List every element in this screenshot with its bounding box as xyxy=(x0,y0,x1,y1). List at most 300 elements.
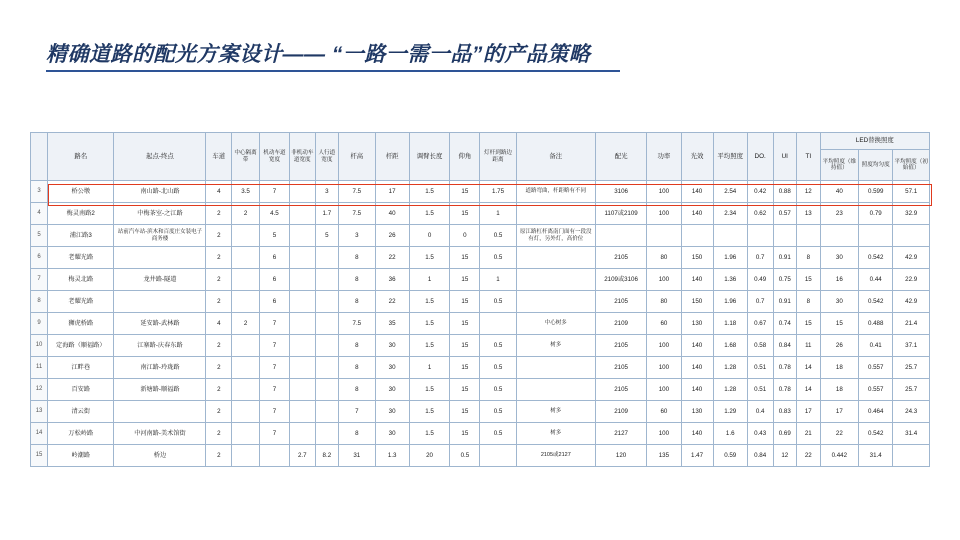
cell-ui: 0.78 xyxy=(773,379,797,401)
cell-start-end: 南山路-北山路 xyxy=(114,181,206,203)
cell-motor-width: 7 xyxy=(259,423,289,445)
cell-median xyxy=(232,335,260,357)
header-lanes: 车道 xyxy=(206,133,232,181)
cell-pole-to-edge: 0.5 xyxy=(480,291,516,313)
cell-led-uniformity: 0.557 xyxy=(859,379,893,401)
cell-pole-to-edge: 0.5 xyxy=(480,379,516,401)
row-number: 3 xyxy=(31,181,48,203)
cell-arm-length: 1.5 xyxy=(409,401,450,423)
header-led-uniformity: 照度均匀度 xyxy=(859,150,893,181)
cell-remarks xyxy=(516,291,595,313)
cell-start-end: 中梅茶室-之江路 xyxy=(114,203,206,225)
cell-ui: 0.69 xyxy=(773,423,797,445)
cell-led-initial: 25.7 xyxy=(893,357,930,379)
cell-ti: 15 xyxy=(797,313,821,335)
cell-ti: 17 xyxy=(797,401,821,423)
cell-power: 80 xyxy=(647,291,681,313)
cell-pole-height: 8 xyxy=(339,269,375,291)
cell-led-initial: 31.4 xyxy=(893,423,930,445)
cell-sidewalk-width xyxy=(315,401,339,423)
cell-led-uniformity: 0.44 xyxy=(859,269,893,291)
cell-motor-width: 7 xyxy=(259,313,289,335)
cell-arm-length: 1 xyxy=(409,269,450,291)
header-efficacy: 光效 xyxy=(681,133,713,181)
cell-do: 0.7 xyxy=(747,291,773,313)
cell-led-initial: 22.9 xyxy=(893,269,930,291)
cell-ti: 14 xyxy=(797,379,821,401)
cell-tilt: 0.5 xyxy=(450,445,480,467)
cell-led-initial: 25.7 xyxy=(893,379,930,401)
cell-nonmotor-width xyxy=(289,225,315,247)
cell-motor-width: 4.5 xyxy=(259,203,289,225)
cell-median: 3.5 xyxy=(232,181,260,203)
cell-nonmotor-width xyxy=(289,247,315,269)
row-number: 5 xyxy=(31,225,48,247)
road-lighting-table xyxy=(30,132,930,467)
row-number: 12 xyxy=(31,379,48,401)
cell-sidewalk-width xyxy=(315,379,339,401)
cell-pole-height: 7 xyxy=(339,401,375,423)
cell-avg-illuminance: 1.28 xyxy=(713,357,747,379)
cell-distribution: 2105 xyxy=(595,291,646,313)
cell-led-uniformity xyxy=(859,225,893,247)
cell-arm-length: 1 xyxy=(409,357,450,379)
cell-sidewalk-width: 5 xyxy=(315,225,339,247)
cell-avg-illuminance: 1.36 xyxy=(713,269,747,291)
cell-led-uniformity: 0.542 xyxy=(859,291,893,313)
table-row[interactable] xyxy=(31,423,930,445)
table-row[interactable] xyxy=(31,313,930,335)
cell-start-end: 江寨路-庆春东路 xyxy=(114,335,206,357)
cell-arm-length: 1.5 xyxy=(409,335,450,357)
cell-ti: 12 xyxy=(797,181,821,203)
cell-avg-illuminance: 0.59 xyxy=(713,445,747,467)
cell-led-initial xyxy=(893,225,930,247)
cell-tilt: 15 xyxy=(450,423,480,445)
cell-efficacy: 150 xyxy=(681,247,713,269)
cell-ui: 0.57 xyxy=(773,203,797,225)
cell-motor-width: 7 xyxy=(259,379,289,401)
cell-do: 0.67 xyxy=(747,313,773,335)
cell-pole-to-edge: 0.5 xyxy=(480,225,516,247)
cell-ui: 0.83 xyxy=(773,401,797,423)
cell-ti: 13 xyxy=(797,203,821,225)
cell-led-uniformity: 0.464 xyxy=(859,401,893,423)
cell-efficacy: 130 xyxy=(681,313,713,335)
cell-ti: 8 xyxy=(797,291,821,313)
cell-median xyxy=(232,357,260,379)
cell-led-uniformity: 0.79 xyxy=(859,203,893,225)
cell-led-initial: 21.4 xyxy=(893,313,930,335)
cell-median: 2 xyxy=(232,203,260,225)
page-title: 精确道路的配光方案设计—— “一路一需一品”的产品策略 xyxy=(46,43,591,66)
cell-efficacy: 140 xyxy=(681,379,713,401)
cell-motor-width: 6 xyxy=(259,269,289,291)
header-pole-spacing: 杆距 xyxy=(375,133,409,181)
cell-pole-height: 8 xyxy=(339,335,375,357)
row-number: 6 xyxy=(31,247,48,269)
cell-road-name: 梅灵北路 xyxy=(48,269,114,291)
cell-distribution: 2105 xyxy=(595,357,646,379)
cell-arm-length: 1.5 xyxy=(409,379,450,401)
cell-power: 100 xyxy=(647,203,681,225)
header-ti: TI xyxy=(797,133,821,181)
cell-pole-spacing: 40 xyxy=(375,203,409,225)
header-start-end: 起点-终点 xyxy=(114,133,206,181)
cell-lanes: 2 xyxy=(206,423,232,445)
cell-nonmotor-width xyxy=(289,269,315,291)
cell-motor-width: 6 xyxy=(259,247,289,269)
header-road-name: 路名 xyxy=(48,133,114,181)
header-avg-illuminance: 平均照度 xyxy=(713,133,747,181)
title-underline xyxy=(46,70,620,72)
table-row[interactable] xyxy=(31,401,930,423)
cell-lanes: 2 xyxy=(206,291,232,313)
table-header-group-row xyxy=(31,133,930,150)
cell-led-maintained: 18 xyxy=(820,357,859,379)
cell-road-name: 老耀光路 xyxy=(48,247,114,269)
cell-power: 100 xyxy=(647,181,681,203)
cell-start-end: 桥边 xyxy=(114,445,206,467)
cell-led-maintained: 17 xyxy=(820,401,859,423)
cell-led-initial xyxy=(893,445,930,467)
cell-motor-width: 6 xyxy=(259,291,289,313)
cell-ti: 22 xyxy=(797,445,821,467)
cell-distribution: 2109或3106 xyxy=(595,269,646,291)
cell-lanes: 4 xyxy=(206,181,232,203)
cell-arm-length: 1.5 xyxy=(409,423,450,445)
header-sidewalk-width: 人行道宽度 xyxy=(315,133,339,181)
cell-avg-illuminance xyxy=(713,225,747,247)
cell-lanes: 2 xyxy=(206,335,232,357)
cell-tilt: 15 xyxy=(450,291,480,313)
cell-led-maintained: 40 xyxy=(820,181,859,203)
cell-lanes: 2 xyxy=(206,445,232,467)
cell-avg-illuminance: 1.68 xyxy=(713,335,747,357)
cell-pole-to-edge xyxy=(480,313,516,335)
cell-median xyxy=(232,423,260,445)
cell-ti: 15 xyxy=(797,269,821,291)
cell-efficacy: 150 xyxy=(681,291,713,313)
cell-remarks: 树多 xyxy=(516,335,595,357)
cell-start-end: 龙井路-隧道 xyxy=(114,269,206,291)
cell-avg-illuminance: 1.6 xyxy=(713,423,747,445)
cell-tilt: 15 xyxy=(450,379,480,401)
cell-ui: 12 xyxy=(773,445,797,467)
cell-led-uniformity: 0.542 xyxy=(859,423,893,445)
cell-do xyxy=(747,225,773,247)
cell-do: 0.84 xyxy=(747,445,773,467)
cell-nonmotor-width xyxy=(289,203,315,225)
table-row[interactable] xyxy=(31,335,930,357)
cell-tilt: 0 xyxy=(450,225,480,247)
cell-pole-height: 8 xyxy=(339,379,375,401)
cell-motor-width: 7 xyxy=(259,401,289,423)
header-ui: UI xyxy=(773,133,797,181)
cell-motor-width: 7 xyxy=(259,181,289,203)
cell-led-initial: 32.9 xyxy=(893,203,930,225)
cell-pole-height: 8 xyxy=(339,291,375,313)
cell-road-name: 狮虎桥路 xyxy=(48,313,114,335)
cell-do: 0.51 xyxy=(747,357,773,379)
cell-ti: 11 xyxy=(797,335,821,357)
cell-tilt: 15 xyxy=(450,313,480,335)
cell-nonmotor-width xyxy=(289,357,315,379)
cell-nonmotor-width: 2.7 xyxy=(289,445,315,467)
cell-pole-spacing: 22 xyxy=(375,291,409,313)
cell-led-maintained: 23 xyxy=(820,203,859,225)
row-number: 7 xyxy=(31,269,48,291)
cell-power: 100 xyxy=(647,357,681,379)
cell-sidewalk-width xyxy=(315,335,339,357)
cell-pole-spacing: 17 xyxy=(375,181,409,203)
header-motor-lane-width: 机动车道宽度 xyxy=(259,133,289,181)
cell-median xyxy=(232,247,260,269)
row-number: 4 xyxy=(31,203,48,225)
table-row[interactable] xyxy=(31,445,930,467)
cell-road-name: 桥公墩 xyxy=(48,181,114,203)
cell-arm-length: 20 xyxy=(409,445,450,467)
cell-power: 135 xyxy=(647,445,681,467)
cell-tilt: 15 xyxy=(450,357,480,379)
cell-nonmotor-width xyxy=(289,401,315,423)
cell-pole-spacing: 36 xyxy=(375,269,409,291)
slide-title-block xyxy=(46,38,926,78)
cell-ti: 21 xyxy=(797,423,821,445)
cell-pole-spacing: 26 xyxy=(375,225,409,247)
header-led-avg-initial: 平均照度（初始值） xyxy=(893,150,930,181)
cell-do: 0.51 xyxy=(747,379,773,401)
table-row[interactable] xyxy=(31,181,930,203)
table-header xyxy=(31,133,930,181)
cell-distribution: 1107或2109 xyxy=(595,203,646,225)
cell-remarks: 道路弯曲，杆距略有不同 xyxy=(516,181,595,203)
row-number: 8 xyxy=(31,291,48,313)
cell-remarks: 中心树多 xyxy=(516,313,595,335)
cell-distribution xyxy=(595,225,646,247)
table-row[interactable] xyxy=(31,225,930,247)
cell-nonmotor-width xyxy=(289,335,315,357)
cell-remarks: 树多 xyxy=(516,401,595,423)
cell-start-end: 中河南路-美术馆街 xyxy=(114,423,206,445)
cell-road-name: 定海路（顺福路） xyxy=(48,335,114,357)
cell-led-uniformity: 0.488 xyxy=(859,313,893,335)
cell-pole-spacing: 30 xyxy=(375,423,409,445)
cell-road-name: 岭潮路 xyxy=(48,445,114,467)
cell-pole-height: 31 xyxy=(339,445,375,467)
header-remarks: 备注 xyxy=(516,133,595,181)
header-power: 功率 xyxy=(647,133,681,181)
table-row[interactable] xyxy=(31,357,930,379)
cell-led-uniformity: 31.4 xyxy=(859,445,893,467)
cell-do: 0.49 xyxy=(747,269,773,291)
cell-sidewalk-width xyxy=(315,423,339,445)
cell-median xyxy=(232,269,260,291)
table-row[interactable] xyxy=(31,269,930,291)
cell-motor-width: 5 xyxy=(259,225,289,247)
cell-lanes: 2 xyxy=(206,357,232,379)
cell-avg-illuminance: 1.96 xyxy=(713,291,747,313)
cell-pole-spacing: 30 xyxy=(375,335,409,357)
cell-pole-height: 3 xyxy=(339,225,375,247)
cell-pole-to-edge: 1.75 xyxy=(480,181,516,203)
header-pole-to-edge: 灯杆到路边距离 xyxy=(480,133,516,181)
cell-sidewalk-width xyxy=(315,357,339,379)
cell-pole-height: 8 xyxy=(339,423,375,445)
cell-sidewalk-width: 1.7 xyxy=(315,203,339,225)
cell-efficacy: 1.47 xyxy=(681,445,713,467)
cell-avg-illuminance: 1.28 xyxy=(713,379,747,401)
cell-power: 100 xyxy=(647,269,681,291)
cell-road-name: 老耀光路 xyxy=(48,291,114,313)
row-number: 14 xyxy=(31,423,48,445)
cell-sidewalk-width: 3 xyxy=(315,181,339,203)
cell-nonmotor-width xyxy=(289,313,315,335)
header-tilt-angle: 仰角 xyxy=(450,133,480,181)
cell-power: 60 xyxy=(647,313,681,335)
table-row[interactable] xyxy=(31,379,930,401)
cell-start-end xyxy=(114,401,206,423)
cell-motor-width xyxy=(259,445,289,467)
cell-pole-to-edge: 1 xyxy=(480,203,516,225)
cell-led-maintained: 26 xyxy=(820,335,859,357)
cell-distribution: 2105 xyxy=(595,379,646,401)
cell-pole-to-edge: 1 xyxy=(480,269,516,291)
cell-start-end: 延安路-武林路 xyxy=(114,313,206,335)
cell-road-name: 清云街 xyxy=(48,401,114,423)
cell-pole-to-edge xyxy=(480,445,516,467)
cell-pole-spacing: 30 xyxy=(375,357,409,379)
table-row[interactable] xyxy=(31,203,930,225)
cell-efficacy: 140 xyxy=(681,357,713,379)
cell-sidewalk-width xyxy=(315,247,339,269)
cell-led-maintained xyxy=(820,225,859,247)
cell-power: 60 xyxy=(647,401,681,423)
cell-arm-length: 1.5 xyxy=(409,313,450,335)
cell-distribution: 120 xyxy=(595,445,646,467)
cell-efficacy: 130 xyxy=(681,401,713,423)
cell-avg-illuminance: 1.96 xyxy=(713,247,747,269)
cell-led-maintained: 22 xyxy=(820,423,859,445)
cell-ui: 0.91 xyxy=(773,247,797,269)
header-do: DO. xyxy=(747,133,773,181)
cell-sidewalk-width xyxy=(315,291,339,313)
cell-ti: 14 xyxy=(797,357,821,379)
cell-remarks xyxy=(516,357,595,379)
cell-avg-illuminance: 2.54 xyxy=(713,181,747,203)
cell-led-maintained: 15 xyxy=(820,313,859,335)
cell-motor-width: 7 xyxy=(259,357,289,379)
cell-power: 100 xyxy=(647,423,681,445)
cell-led-uniformity: 0.599 xyxy=(859,181,893,203)
cell-led-uniformity: 0.557 xyxy=(859,357,893,379)
cell-power: 80 xyxy=(647,247,681,269)
cell-avg-illuminance: 2.34 xyxy=(713,203,747,225)
cell-arm-length: 1.5 xyxy=(409,247,450,269)
cell-arm-length: 1.5 xyxy=(409,181,450,203)
cell-lanes: 4 xyxy=(206,313,232,335)
cell-pole-height: 7.5 xyxy=(339,313,375,335)
cell-led-maintained: 18 xyxy=(820,379,859,401)
cell-lanes: 2 xyxy=(206,379,232,401)
cell-pole-spacing: 22 xyxy=(375,247,409,269)
cell-led-initial: 42.9 xyxy=(893,247,930,269)
cell-efficacy: 140 xyxy=(681,269,713,291)
cell-efficacy: 140 xyxy=(681,181,713,203)
cell-pole-spacing: 1.3 xyxy=(375,445,409,467)
cell-road-name: 万松岭路 xyxy=(48,423,114,445)
cell-pole-spacing: 30 xyxy=(375,401,409,423)
table-row[interactable] xyxy=(31,291,930,313)
table-row[interactable] xyxy=(31,247,930,269)
cell-remarks xyxy=(516,247,595,269)
header-distribution: 配光 xyxy=(595,133,646,181)
cell-distribution: 2109 xyxy=(595,401,646,423)
header-nonmotor-lane-width: 非机动车道宽度 xyxy=(289,133,315,181)
header-pole-height: 杆高 xyxy=(339,133,375,181)
cell-pole-height: 7.5 xyxy=(339,203,375,225)
cell-motor-width: 7 xyxy=(259,335,289,357)
cell-efficacy: 140 xyxy=(681,423,713,445)
cell-led-initial: 57.1 xyxy=(893,181,930,203)
cell-median xyxy=(232,401,260,423)
cell-pole-spacing: 35 xyxy=(375,313,409,335)
data-table-wrap xyxy=(30,132,930,467)
cell-ui: 0.84 xyxy=(773,335,797,357)
cell-distribution: 2105 xyxy=(595,247,646,269)
cell-lanes: 2 xyxy=(206,401,232,423)
cell-ui: 0.91 xyxy=(773,291,797,313)
cell-tilt: 15 xyxy=(450,401,480,423)
cell-sidewalk-width: 8.2 xyxy=(315,445,339,467)
header-arm-length: 调臂长度 xyxy=(409,133,450,181)
cell-start-end: 南江路-玲珑路 xyxy=(114,357,206,379)
cell-efficacy xyxy=(681,225,713,247)
cell-ui: 0.88 xyxy=(773,181,797,203)
cell-pole-to-edge: 0.5 xyxy=(480,401,516,423)
cell-arm-length: 0 xyxy=(409,225,450,247)
row-number: 11 xyxy=(31,357,48,379)
cell-sidewalk-width xyxy=(315,269,339,291)
cell-ti xyxy=(797,225,821,247)
cell-power: 100 xyxy=(647,379,681,401)
cell-pole-height: 8 xyxy=(339,247,375,269)
cell-pole-to-edge: 0.5 xyxy=(480,335,516,357)
cell-do: 0.7 xyxy=(747,247,773,269)
header-median: 中心隔离带 xyxy=(232,133,260,181)
cell-ui: 0.78 xyxy=(773,357,797,379)
cell-pole-to-edge: 0.5 xyxy=(480,423,516,445)
cell-median xyxy=(232,445,260,467)
cell-tilt: 15 xyxy=(450,269,480,291)
cell-avg-illuminance: 1.18 xyxy=(713,313,747,335)
cell-road-name: 梅灵南路2 xyxy=(48,203,114,225)
cell-efficacy: 140 xyxy=(681,203,713,225)
cell-tilt: 15 xyxy=(450,247,480,269)
cell-median xyxy=(232,291,260,313)
cell-led-maintained: 30 xyxy=(820,247,859,269)
cell-remarks xyxy=(516,269,595,291)
cell-efficacy: 140 xyxy=(681,335,713,357)
cell-led-maintained: 16 xyxy=(820,269,859,291)
cell-nonmotor-width xyxy=(289,423,315,445)
cell-do: 0.42 xyxy=(747,181,773,203)
cell-lanes: 2 xyxy=(206,247,232,269)
cell-tilt: 15 xyxy=(450,203,480,225)
row-number: 15 xyxy=(31,445,48,467)
cell-lanes: 2 xyxy=(206,269,232,291)
cell-do: 0.4 xyxy=(747,401,773,423)
